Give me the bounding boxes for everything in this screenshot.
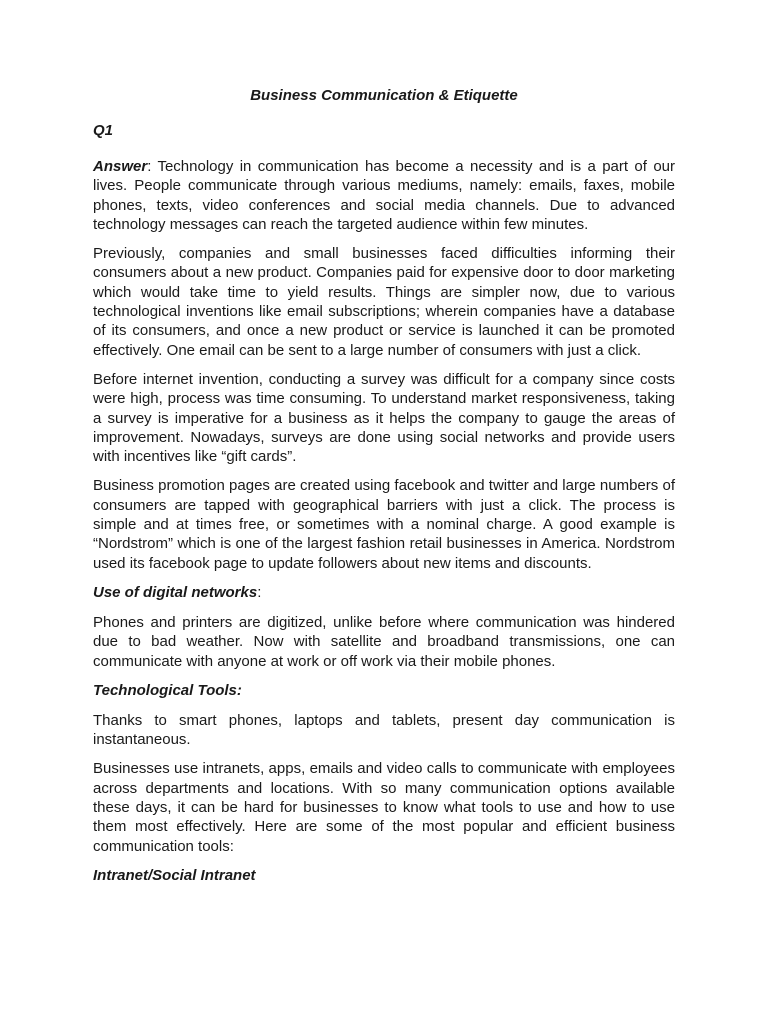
body-paragraph: Phones and printers are digitized, unlike before where communication was hindered due to bad weather. Now with satellite and broadband transmissions, one can communicate with anyone at work or off work via their mobile phones. bbox=[93, 613, 675, 670]
body-paragraph: Thanks to smart phones, laptops and tablets, present day communication is instantaneous. bbox=[93, 711, 675, 749]
document-title: Business Communication & Etiquette bbox=[250, 87, 518, 104]
section-heading-digital-networks bbox=[93, 583, 675, 602]
body-paragraph: Businesses use intranets, apps, emails and video calls to communicate with employees across departments and locations. With so many communication options available these days, it can be hard for businesses to know what tools to use and how to use them most effectively. Here are some of the most popular and efficient business communication tools: bbox=[93, 760, 675, 855]
question-label: Q1 bbox=[93, 122, 114, 139]
section-heading-technological-tools: Technological Tools: bbox=[93, 681, 242, 699]
section-heading-text: Use of digital networks bbox=[93, 583, 258, 601]
body-paragraph: Previously, companies and small businesses faced difficulties informing their consumers about a new product. Companies paid for expensive door to door marketing which would take time to yield results. Things are simpler now, due to various technological inventions like email subscriptions; wherein companies have a database of its consumers, and once a new product or service is launched it can be promoted effectively. One email can be sent to a large number of consumers with just a click. bbox=[93, 245, 675, 359]
answer-text: : Technology in communication has become a necessity and is a part of our lives. People communicate through various mediums, namely: emails, faxes, mobile phones, texts, video conferences and social media channels. Due to advanced technology messages can reach the targeted audience within few minutes. bbox=[93, 158, 675, 233]
section-heading-colon: : bbox=[257, 583, 262, 601]
section-heading-intranet: Intranet/Social Intranet bbox=[93, 866, 256, 884]
answer-lead: Answer bbox=[93, 158, 148, 175]
body-paragraph: Before internet invention, conducting a survey was difficult for a company since costs were high, process was time consuming. To understand market responsiveness, taking a survey is imperative for a business as it helps the company to gauge the areas of improvement. Nowadays, surveys are done using social networks and provide users with incentives like “gift cards”. bbox=[93, 370, 675, 466]
answer-paragraph bbox=[93, 157, 675, 234]
body-paragraph: Business promotion pages are created using facebook and twitter and large numbers of consumers are tapped with geographical barriers with just a click. The process is simple and at times free, or sometimes with a nominal charge. A good example is “Nordstrom” which is one of the largest fashion retail businesses in America. Nordstrom used its facebook page to update followers about new items and discounts. bbox=[93, 477, 675, 572]
document-page bbox=[93, 87, 675, 896]
